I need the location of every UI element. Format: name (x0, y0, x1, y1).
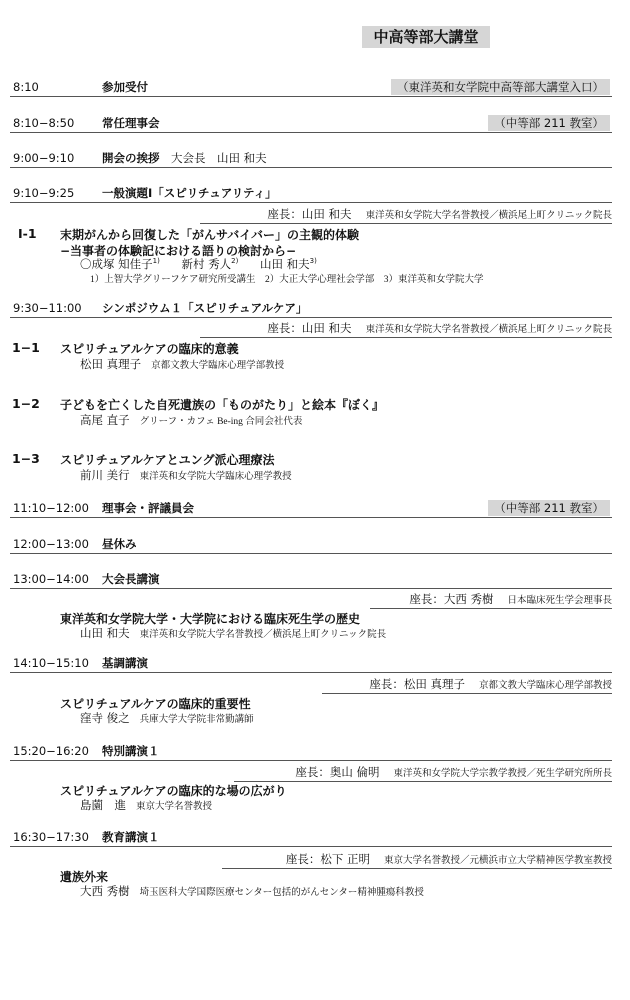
session-lunch (10, 535, 612, 554)
chair-underline (234, 781, 612, 782)
speaker (80, 356, 284, 372)
session-registration (10, 78, 612, 97)
chair-underline (370, 608, 612, 609)
session-title: 一般演題Ⅰ「スピリチュアリティ」 (102, 186, 277, 200)
author-1-note: 1) (152, 257, 160, 266)
session-opening (10, 149, 612, 168)
session-board-meeting (10, 499, 612, 518)
chair-name: 座長：山田 和夫 (267, 207, 352, 221)
speaker (80, 625, 386, 641)
speaker-name: 高尾 直子 (80, 413, 130, 427)
chair-affiliation: 東洋英和女学院大学宗教学教授／死生学研究所所長 (393, 769, 612, 779)
chair-name: 座長：大西 秀樹 (409, 592, 494, 606)
presentation-title: スピリチュアルケアとユング派心理療法 (60, 453, 275, 467)
session-title: 基調講演 (102, 656, 148, 670)
session-symposium-1 (10, 299, 612, 318)
speaker (80, 710, 254, 726)
speaker-name: 大西 秀樹 (80, 884, 130, 898)
chair-name: 座長：山田 和夫 (267, 321, 352, 335)
session-keynote (10, 654, 612, 673)
chair-underline (200, 337, 612, 338)
session-education-lecture (10, 828, 612, 847)
speaker-affiliation: 埼玉医科大学国際医療センター包括的がんセンター精神腫瘍科教授 (139, 888, 424, 898)
session-title (102, 149, 267, 167)
session-title: 常任理事会 (102, 116, 160, 130)
author-affiliations: 1）上智大学グリーフケア研究所受講生 2）大正大学心理社会学部 3）東洋英和女学院大学 (90, 275, 484, 285)
session-time: 8:10 (13, 80, 39, 94)
speaker (80, 797, 212, 813)
lecture-title: 遺族外来 (60, 870, 109, 884)
session-title: 参加受付 (102, 80, 148, 94)
speaker-affiliation: グリーフ・カフェ Be-ing 合同会社代表 (139, 417, 303, 427)
session-time: 16:30−17:30 (13, 830, 89, 844)
speaker-name: 山田 和夫 (80, 626, 130, 640)
chair-line (369, 676, 612, 692)
speaker (80, 467, 292, 483)
session-time: 13:00−14:00 (13, 572, 89, 586)
speaker-name: 松田 真理子 (80, 357, 142, 371)
chair-affiliation: 京都文教大学臨床心理学部教授 (478, 681, 612, 691)
author-3-note: 3) (309, 257, 317, 266)
session-title-text: 開会の挨拶 (102, 151, 160, 165)
speaker-name: 窪寺 俊之 (80, 711, 130, 725)
room-badge: （中等部 211 教室） (488, 500, 610, 516)
session-standing-board (10, 114, 612, 133)
session-title: 特別講演１ (102, 744, 160, 758)
session-title: 教育講演１ (102, 830, 160, 844)
speaker-affiliation: 東京大学名誉教授 (136, 802, 213, 812)
chair-name: 座長：松下 正明 (285, 852, 370, 866)
session-time: 12:00−13:00 (13, 537, 89, 551)
speaker-affiliation: 京都文教大学臨床心理学部教授 (151, 361, 285, 371)
presentation-number: 1−1 (12, 340, 40, 355)
venue-title: 中高等部大講堂 (362, 26, 490, 48)
presentation-number: 1−3 (12, 451, 40, 466)
speaker-affiliation: 東洋英和女学院大学名誉教授／横浜尾上町クリニック院長 (139, 630, 387, 640)
session-time: 9:10−9:25 (13, 186, 75, 200)
session-subtitle: 大会長 山田 和夫 (171, 151, 267, 165)
session-time: 15:20−16:20 (13, 744, 89, 758)
chair-affiliation: 東洋英和女学院大学名誉教授／横浜尾上町クリニック院長 (365, 211, 612, 221)
presentation-title: 子どもを亡くした自死遺族の「ものがたり」と絵本『ぼく』 (60, 398, 385, 412)
chair-name: 座長：松田 真理子 (369, 677, 465, 691)
presentation-title: スピリチュアルケアの臨床的意義 (60, 342, 239, 356)
room-badge: （東洋英和女学院中高等部大講堂入口） (391, 79, 610, 95)
chair-affiliation: 東京大学名誉教授／元横浜市立大学精神医学教室教授 (383, 856, 612, 866)
author-2-note: 2) (231, 257, 239, 266)
presentation-title: 末期がんから回復した「がんサバイバー」の主観的体験 (60, 228, 360, 242)
speaker-affiliation: 東洋英和女学院大学臨床心理学教授 (139, 472, 292, 482)
speaker-affiliation: 兵庫大学大学院非常勤講師 (139, 715, 254, 725)
chair-underline (200, 223, 612, 224)
session-title: 大会長講演 (102, 572, 160, 586)
chair-affiliation: 日本臨床死生学会理事長 (507, 596, 612, 606)
session-time: 14:10−15:10 (13, 656, 89, 670)
session-special-lecture (10, 742, 612, 761)
authors (80, 256, 317, 272)
session-title: 昼休み (102, 537, 137, 551)
lecture-title: 東洋英和女学院大学・大学院における臨床死生学の歴史 (60, 612, 361, 626)
chair-line (267, 320, 612, 336)
speaker-name: 島薗 進 (80, 798, 126, 812)
speaker (80, 412, 302, 428)
chair-underline (222, 868, 612, 869)
session-time: 9:30−11:00 (13, 301, 82, 315)
chair-line (267, 206, 612, 222)
session-title: シンポジウム１「スピリチュアルケア」 (102, 301, 308, 315)
author-1: 〇成塚 知佳子 (80, 257, 153, 271)
chair-line (409, 591, 612, 607)
presentation-subtitle: −当事者の体験記における語りの検討から− (60, 244, 297, 258)
author-3: 山田 和夫 (260, 257, 310, 271)
session-president-lecture (10, 570, 612, 589)
speaker-name: 前川 美行 (80, 468, 130, 482)
chair-line (295, 764, 612, 780)
session-time: 9:00−9:10 (13, 151, 75, 165)
session-title: 理事会・評議員会 (102, 501, 194, 515)
chair-name: 座長：奥山 倫明 (295, 765, 380, 779)
room-badge: （中等部 211 教室） (488, 115, 610, 131)
presentation-number: 1−2 (12, 396, 40, 411)
lecture-title: スピリチュアルケアの臨床的重要性 (60, 697, 251, 711)
session-time: 8:10−8:50 (13, 116, 75, 130)
chair-underline (322, 693, 612, 694)
session-general-1 (10, 184, 612, 203)
chair-affiliation: 東洋英和女学院大学名誉教授／横浜尾上町クリニック院長 (365, 325, 612, 335)
author-2: 新村 秀人 (181, 257, 232, 271)
chair-line (286, 851, 612, 867)
presentation-number: Ⅰ-1 (18, 226, 37, 241)
lecture-title: スピリチュアルケアの臨床的な場の広がり (60, 784, 287, 798)
session-time: 11:10−12:00 (13, 501, 89, 515)
speaker (80, 883, 424, 899)
